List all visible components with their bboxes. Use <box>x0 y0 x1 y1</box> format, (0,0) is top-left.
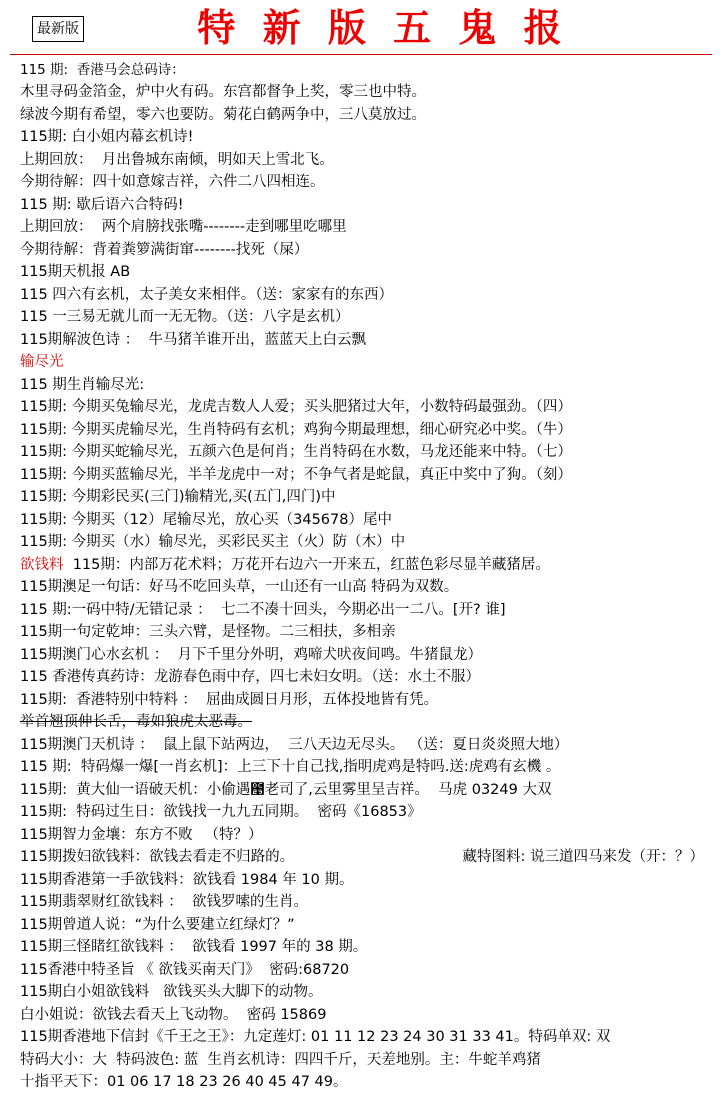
side-note: 藏特图料: 说三道四马来发（开：？） <box>462 849 704 866</box>
text-line: 115期香港地下信封《千王之王》：九定莲灯: 01 11 12 23 24 30 31 33 41。特码单双: 双 <box>20 1029 611 1046</box>
text-line: 115期解波色诗 ： 牛马猪羊谁开出，蓝蓝天上白云飘 <box>20 331 367 348</box>
text-line: 115 期: 香港马会总码诗： <box>20 61 185 78</box>
text-line: 115期: 特码过生日：欲钱找一九九五同期。 密码《16853》 <box>20 804 422 821</box>
text-line: 115期翡翠财红欲钱料 ： 欲钱罗嗦的生肖。 <box>20 894 309 911</box>
text-line: 绿波今期有希望，零六也要防。菊花白鹤两争中，三八莫放过。 <box>20 106 426 123</box>
text-line: 115期: 今期买蓝输尽光，半羊龙虎中一对；不争气者是蛇鼠，真正中奖中了狗。（刻） <box>20 466 572 483</box>
text-line: 115香港中特圣旨 《 欲钱买南天门》 密码:68720 <box>20 961 350 978</box>
text-line: 十指平天下：01 06 17 18 23 26 40 45 47 49。 <box>20 1074 348 1091</box>
text-line: 115期一句定乾坤：三头六臂，是怪物。二三相扶，多相亲 <box>20 624 396 641</box>
text-line: 115期: 今期买（水）输尽光，买彩民买主（火）防（木）中 <box>20 534 406 551</box>
text-line: 115期: 今期买虎输尽光，生肖特码有玄机；鸡狗今期最理想，细心研究必中奖。（牛） <box>20 421 572 438</box>
text-line: 举首翘顶伸长舌，毒如狼虎太恶毒。 <box>20 714 252 731</box>
text-line: 115期: 白小姐内幕玄机诗! <box>20 129 194 146</box>
text-line: 115期: 今期买蛇输尽光，五颜六色是何肖；生肖特码在水数，马龙还能来中特。（七） <box>20 444 572 461</box>
text-line: 115期香港第一手欲钱料：欲钱看 1984 年 10 期。 <box>20 871 354 888</box>
text-line: 输尽光 <box>20 354 64 371</box>
text-line: 115 期: 歇后语六合特码! <box>20 196 184 213</box>
text-line: 115 香港传真药诗：龙游春色雨中存，四七未妇女明。（送：水土不服） <box>20 669 481 686</box>
text-line: 115期: 今期买兔输尽光，龙虎吉数人人爱；买头肥猪过大年，小数特码最强劲。（四） <box>20 399 572 416</box>
text-line: 特码大小：大 特码波色: 蓝 生肖玄机诗：四四千斤，天差地别。主：牛蛇羊鸡猪 <box>20 1051 541 1068</box>
text-line: 115期拨妇欲钱料：欲钱去看走不归路的。 <box>20 849 295 866</box>
text-line: 115 四六有玄机，太子美女来相伴。（送：家家有的东西） <box>20 286 394 303</box>
content-lines <box>10 59 712 1094</box>
document-header <box>10 6 712 52</box>
text-line: 115期: 今期彩民买(三门)输精光,买(五门,四门)中 <box>20 489 336 506</box>
text-line: 115期澳门心水玄机 ： 月下千里分外明，鸡啼犬吠夜间鸣。牛猪鼠龙） <box>20 646 483 663</box>
text-line: 上期回放： 月出鲁城东南倾，明如天上雪北飞。 <box>20 151 334 168</box>
text-line: 木里寻码金箔金，炉中火有码。东宫都督争上奖，零三也中特。 <box>20 84 426 101</box>
page-title: 特 新 版 五 鬼 报 <box>197 6 569 50</box>
text-line: 115期三怪睹红欲钱料 ： 欲钱看 1997 年的 38 期。 <box>20 939 368 956</box>
header-divider <box>10 54 712 55</box>
text-line: 115期天机报 AB <box>20 264 131 281</box>
text-line: 今期待解：四十如意嫁吉祥，六件二八四相连。 <box>20 174 325 191</box>
text-line: 115 一三易无就儿而一无无物。（送：八字是玄机） <box>20 309 350 326</box>
text-line: 115期: 今期买（12）尾输尽光，放心买（345678）尾中 <box>20 511 392 528</box>
text-line: 白小姐说：欲钱去看天上飞动物。 密码 15869 <box>20 1006 327 1023</box>
text-line-row <box>10 846 712 869</box>
text-line: 今期待解：背着粪箩满街窜--------找死（屎） <box>20 241 309 258</box>
text-line: 上期回放： 两个肩膀找张嘴--------走到哪里吃哪里 <box>20 219 347 236</box>
text-line <box>10 554 712 577</box>
text-line: 115期: 香港特别中特料 ： 屈曲成圆日月形，五体投地皆有凭。 <box>20 691 439 708</box>
text-line: 115期澳门天机诗 ： 鼠上鼠下站两边， 三八天边无尽头。 （送：夏日炎炎照大地） <box>20 736 569 753</box>
text-rest: 115期：内部万花术料；万花开右边六一开来五，红蓝色彩尽显羊藏猪居。 <box>63 556 550 573</box>
text-line: 115期白小姐欲钱料 欲钱买头大脚下的动物。 <box>20 984 323 1001</box>
text-line: 115期: 黄大仙一语破天机：小偷遇఩老司了,云里雾里呈吉祥。 马虎 03249 大双 <box>20 781 552 798</box>
text-line: 115 期: 特码爆一爆[一肖玄机]：上三下十自己找,指明虎鸡是特吗.送:虎鸡有玄機 。 <box>20 759 561 776</box>
text-line: 115 期:一码中特/无错记录 ： 七二不凑十回头，今期必出一二八。[开? 谁] <box>20 601 506 618</box>
text-line: 115期曾道人说：“为什么要建立红绿灯？” <box>20 916 295 933</box>
red-label: 欲钱料 <box>20 556 64 573</box>
text-line: 115期澳足一句话：好马不吃回头草，一山还有一山高 特码为双数。 <box>20 579 459 596</box>
text-line: 115期智力金壤：东方不败 （特？） <box>20 826 263 843</box>
latest-version-badge: 最新版 <box>32 16 84 42</box>
text-line: 115 期生肖输尽光: <box>20 376 145 393</box>
